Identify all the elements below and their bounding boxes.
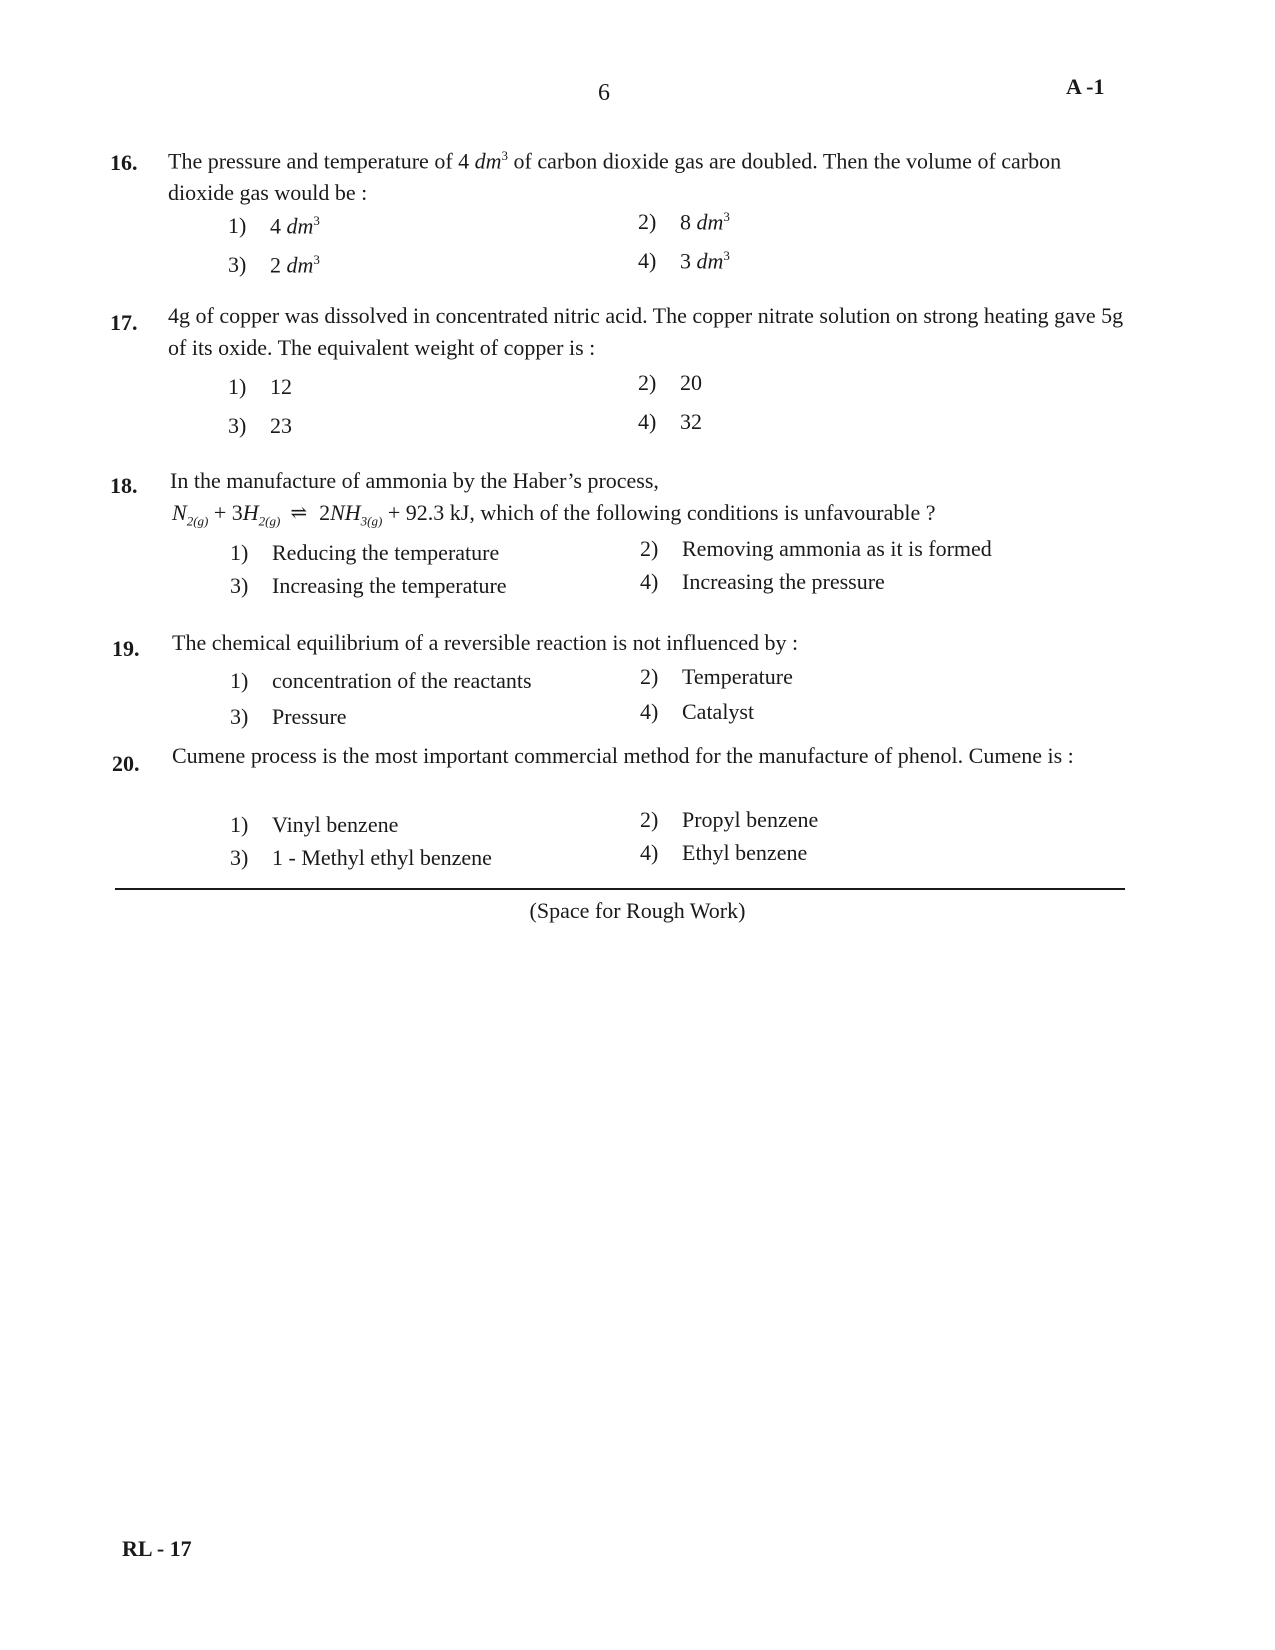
question-number: 19. <box>112 636 140 661</box>
question-text: The pressure and temperature of 4 $dm^3$ of carbon dioxide gas are doubled. Then the volume of carbon dioxide gas would be : <box>168 148 1062 206</box>
question-number: 18. <box>110 473 138 498</box>
option-2: 2) Temperature <box>640 664 793 689</box>
option-1: 1) 12 <box>228 374 292 399</box>
option-4: 4) Catalyst <box>640 699 755 724</box>
option-4: 4) Ethyl benzene <box>640 840 808 865</box>
question-number: 17. <box>110 310 138 335</box>
question-number: 16. <box>110 150 138 175</box>
option-4: 4) 3 $dm^3$ <box>638 248 730 274</box>
option-3: 3) Pressure <box>230 704 347 729</box>
question-text: In the manufacture of ammonia by the Haber’s process, <box>170 468 659 493</box>
option-3: 3) 2 $dm^3$ <box>228 252 320 278</box>
option-1: 1) Vinyl benzene <box>230 812 399 837</box>
option-2: 2) Removing ammonia as it is formed <box>640 536 992 561</box>
option-4: 4) Increasing the pressure <box>640 569 885 594</box>
question-number: 20. <box>112 751 140 776</box>
page-number: 6 <box>598 80 610 106</box>
option-2: 2) 20 <box>638 370 702 395</box>
option-1: 1) 4 $dm^3$ <box>228 213 320 239</box>
question-text: Cumene process is the most important commercial method for the manufacture of phenol. Cumene is : <box>172 743 1074 768</box>
footer-code: RL - 17 <box>122 1536 192 1561</box>
option-3: 3) 1 - Methyl ethyl benzene <box>230 845 492 870</box>
option-2: 2) Propyl benzene <box>640 807 819 832</box>
section-divider <box>115 888 1125 890</box>
equilibrium-arrow-icon: ⇌ <box>290 502 308 524</box>
question-text: 4g of copper was dissolved in concentrated nitric acid. The copper nitrate solution on strong heating gave 5g of its oxide. The equivalent weight of copper is : <box>168 303 1124 360</box>
option-4: 4) 32 <box>638 409 702 434</box>
question-text: The chemical equilibrium of a reversible reaction is not influenced by : <box>172 630 799 655</box>
reaction-equation: $N_{2(g)} + 3H_{2(g)}$ ⇌ $2NH_{3(g)} + 92.3$ kJ, which of the following conditions is unfavourable ? <box>172 500 936 529</box>
rough-work-label: (Space for Rough Work) <box>529 898 746 923</box>
option-3: 3) 23 <box>228 413 292 438</box>
option-3: 3) Increasing the temperature <box>230 573 507 598</box>
paper-code: A -1 <box>1066 74 1105 99</box>
option-1: 1) concentration of the reactants <box>230 668 532 693</box>
option-1: 1) Reducing the temperature <box>230 540 500 565</box>
option-2: 2) 8 $dm^3$ <box>638 209 730 235</box>
